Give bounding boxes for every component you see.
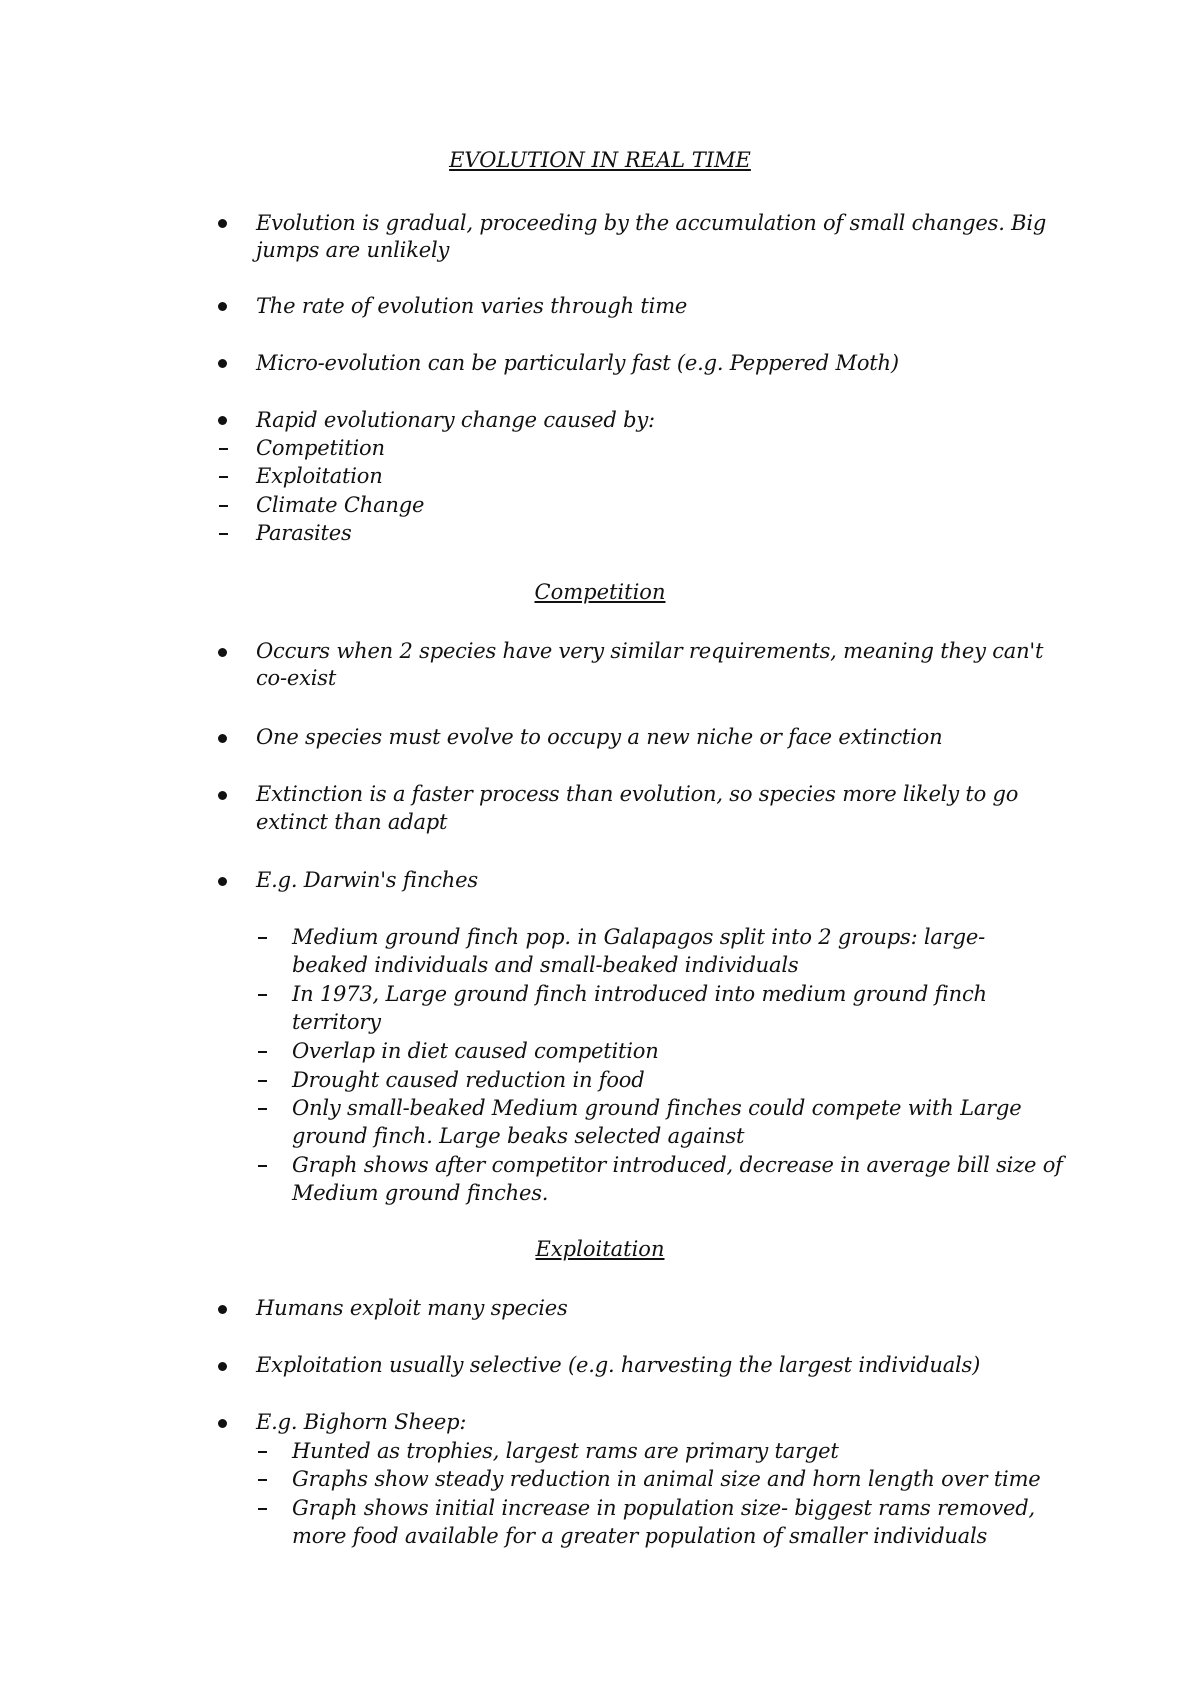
sub-list-item: Graph shows after competitor introduced, decrease in average bill size of	[292, 1153, 1063, 1177]
dash-icon	[219, 448, 228, 450]
list-item: Occurs when 2 species have very similar requirements, meaning they can't	[256, 639, 1044, 663]
bullet-icon	[218, 648, 227, 657]
dash-icon	[258, 937, 267, 939]
dash-icon	[219, 476, 228, 478]
dash-icon	[258, 1080, 267, 1082]
bullet-icon	[218, 791, 227, 800]
sub-list-item-continuation: Medium ground finches.	[292, 1181, 549, 1205]
list-item: Rapid evolutionary change caused by:	[256, 408, 655, 432]
bullet-icon	[218, 1305, 227, 1314]
list-item: The rate of evolution varies through time	[256, 294, 688, 318]
sub-list-item: Exploitation	[256, 464, 383, 488]
sub-list-item: Graphs show steady reduction in animal size and horn length over time	[292, 1467, 1041, 1491]
bullet-icon	[218, 219, 227, 228]
bullet-icon	[218, 1362, 227, 1371]
list-item: Evolution is gradual, proceeding by the accumulation of small changes. Big	[256, 211, 1047, 235]
bullet-icon	[218, 877, 227, 886]
sub-list-item: Medium ground finch pop. in Galapagos split into 2 groups: large-	[292, 925, 985, 949]
dash-icon	[258, 1165, 267, 1167]
list-item: E.g. Bighorn Sheep:	[256, 1410, 467, 1434]
list-item: Extinction is a faster process than evolution, so species more likely to go	[256, 782, 1019, 806]
dash-icon	[258, 1451, 267, 1453]
dash-icon	[258, 1051, 267, 1053]
document-title: EVOLUTION IN REAL TIME	[449, 148, 751, 172]
sub-list-item: In 1973, Large ground finch introduced into medium ground finch	[292, 982, 987, 1006]
bullet-icon	[218, 302, 227, 311]
sub-list-item: Overlap in diet caused competition	[292, 1039, 659, 1063]
sub-list-item-continuation: territory	[292, 1010, 381, 1034]
sub-list-item: Graph shows initial increase in population size- biggest rams removed,	[292, 1496, 1035, 1520]
list-item: Humans exploit many species	[256, 1296, 568, 1320]
list-item: Micro-evolution can be particularly fast (e.g. Peppered Moth)	[256, 351, 899, 375]
dash-icon	[258, 1479, 267, 1481]
list-item: Exploitation usually selective (e.g. harvesting the largest individuals)	[256, 1353, 981, 1377]
list-item-continuation: extinct than adapt	[256, 810, 448, 834]
dash-icon	[258, 1108, 267, 1110]
sub-list-item-continuation: beaked individuals and small-beaked individuals	[292, 953, 799, 977]
dash-icon	[258, 994, 267, 996]
dash-icon	[219, 533, 228, 535]
list-item-continuation: co-exist	[256, 666, 337, 690]
dash-icon	[258, 1508, 267, 1510]
sub-list-item: Climate Change	[256, 493, 425, 517]
section-heading-exploitation: Exploitation	[535, 1237, 665, 1261]
dash-icon	[219, 505, 228, 507]
bullet-icon	[218, 1419, 227, 1428]
sub-list-item-continuation: ground finch. Large beaks selected against	[292, 1124, 745, 1148]
list-item-continuation: jumps are unlikely	[256, 238, 450, 262]
sub-list-item: Competition	[256, 436, 385, 460]
sub-list-item: Only small-beaked Medium ground finches could compete with Large	[292, 1096, 1022, 1120]
section-heading-competition: Competition	[534, 580, 666, 604]
bullet-icon	[218, 734, 227, 743]
list-item: One species must evolve to occupy a new niche or face extinction	[256, 725, 943, 749]
bullet-icon	[218, 359, 227, 368]
sub-list-item: Drought caused reduction in food	[292, 1068, 645, 1092]
list-item: E.g. Darwin's finches	[256, 868, 478, 892]
sub-list-item: Hunted as trophies, largest rams are primary target	[292, 1439, 839, 1463]
sub-list-item-continuation: more food available for a greater population of smaller individuals	[292, 1524, 988, 1548]
sub-list-item: Parasites	[256, 521, 352, 545]
bullet-icon	[218, 416, 227, 425]
